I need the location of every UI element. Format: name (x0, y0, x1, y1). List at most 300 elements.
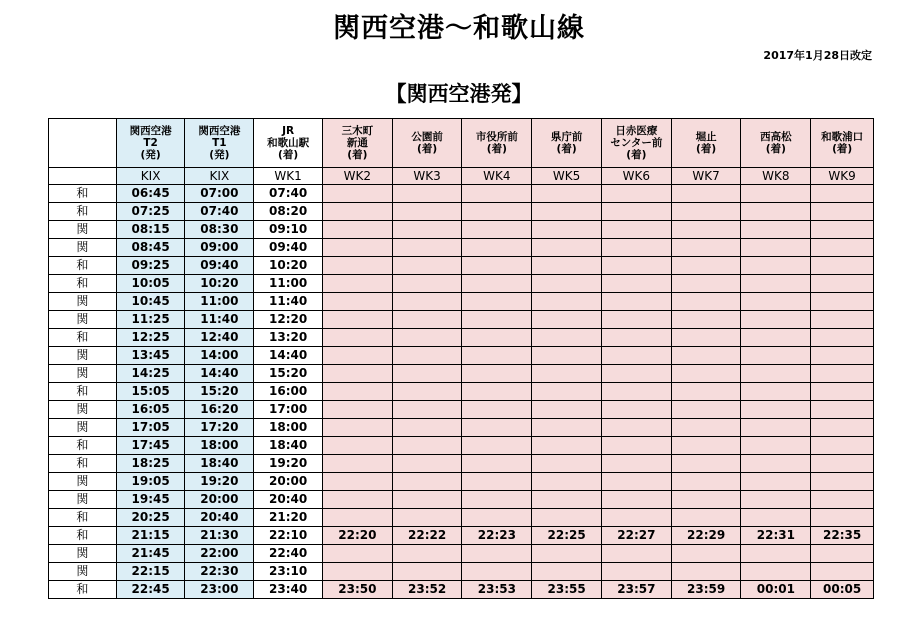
time-cell: 14:40 (185, 365, 254, 383)
time-cell (532, 275, 602, 293)
stop-code-6: WK4 (462, 168, 532, 185)
time-cell: 19:45 (116, 491, 185, 509)
time-cell (462, 365, 532, 383)
time-cell: 10:20 (185, 275, 254, 293)
table-row (49, 347, 874, 365)
table-row (49, 293, 874, 311)
table-row (49, 545, 874, 563)
time-cell: 10:20 (254, 257, 323, 275)
time-cell (532, 257, 602, 275)
time-cell: 23:53 (462, 581, 532, 599)
time-cell (741, 563, 811, 581)
time-cell: 14:00 (185, 347, 254, 365)
route-code-cell (49, 168, 117, 185)
time-cell (601, 545, 671, 563)
stop-header-line: 関西空港 (129, 125, 172, 137)
time-cell (392, 293, 462, 311)
time-cell (671, 365, 741, 383)
time-cell (671, 257, 741, 275)
time-cell (601, 365, 671, 383)
time-cell: 22:27 (601, 527, 671, 545)
time-cell (671, 185, 741, 203)
time-cell (741, 239, 811, 257)
stop-header-line: 新通 (346, 137, 368, 149)
time-cell: 12:25 (116, 329, 185, 347)
time-cell: 11:00 (254, 275, 323, 293)
time-cell (671, 239, 741, 257)
time-cell: 18:25 (116, 455, 185, 473)
time-cell (532, 401, 602, 419)
stop-header-line: 関西空港 (198, 125, 241, 137)
time-cell: 20:25 (116, 509, 185, 527)
time-cell: 22:23 (462, 527, 532, 545)
time-cell (462, 347, 532, 365)
time-cell (601, 221, 671, 239)
time-cell (741, 491, 811, 509)
stop-header-4 (322, 119, 392, 168)
route-cell: 和 (49, 383, 117, 401)
time-cell: 09:10 (254, 221, 323, 239)
time-cell (811, 185, 874, 203)
time-cell (532, 473, 602, 491)
time-cell (462, 419, 532, 437)
time-cell (671, 221, 741, 239)
time-cell (601, 203, 671, 221)
time-cell: 18:40 (254, 437, 323, 455)
time-cell (392, 347, 462, 365)
time-cell: 18:00 (254, 419, 323, 437)
route-cell: 和 (49, 455, 117, 473)
time-cell (741, 545, 811, 563)
time-cell (741, 221, 811, 239)
time-cell: 12:20 (254, 311, 323, 329)
time-cell (462, 383, 532, 401)
time-cell (392, 563, 462, 581)
time-cell: 21:20 (254, 509, 323, 527)
time-cell (811, 455, 874, 473)
route-cell: 和 (49, 527, 117, 545)
time-cell (811, 401, 874, 419)
time-cell (741, 257, 811, 275)
time-cell (532, 221, 602, 239)
stop-header-line: 市役所前 (475, 131, 518, 143)
time-cell: 22:22 (392, 527, 462, 545)
time-cell: 07:40 (185, 203, 254, 221)
time-cell (671, 329, 741, 347)
time-cell (462, 437, 532, 455)
stop-header-2 (185, 119, 254, 168)
table-row (49, 455, 874, 473)
time-cell (462, 239, 532, 257)
time-cell (811, 545, 874, 563)
time-cell (811, 347, 874, 365)
stop-header-3 (254, 119, 323, 168)
table-row (49, 491, 874, 509)
time-cell (392, 419, 462, 437)
time-cell (462, 545, 532, 563)
time-cell (532, 329, 602, 347)
stop-header-line: (着) (486, 143, 507, 155)
time-cell (601, 185, 671, 203)
route-cell: 関 (49, 473, 117, 491)
stop-code-9: WK7 (671, 168, 741, 185)
time-cell (671, 455, 741, 473)
time-cell (671, 563, 741, 581)
time-cell: 21:15 (116, 527, 185, 545)
time-cell: 09:00 (185, 239, 254, 257)
table-row (49, 185, 874, 203)
time-cell (392, 491, 462, 509)
time-cell (741, 455, 811, 473)
time-cell (322, 185, 392, 203)
time-cell (392, 383, 462, 401)
route-cell: 関 (49, 401, 117, 419)
time-cell (671, 509, 741, 527)
time-cell (532, 437, 602, 455)
time-cell: 17:00 (254, 401, 323, 419)
time-cell (532, 185, 602, 203)
time-cell (532, 347, 602, 365)
time-cell (741, 509, 811, 527)
time-cell (811, 437, 874, 455)
time-cell (462, 203, 532, 221)
time-cell (601, 347, 671, 365)
time-cell (671, 293, 741, 311)
time-cell (601, 383, 671, 401)
time-cell: 17:05 (116, 419, 185, 437)
time-cell (601, 275, 671, 293)
time-cell: 14:25 (116, 365, 185, 383)
time-cell (532, 239, 602, 257)
time-cell (741, 329, 811, 347)
time-cell (741, 383, 811, 401)
time-cell: 06:45 (116, 185, 185, 203)
time-cell: 19:20 (254, 455, 323, 473)
section-title: 【関西空港発】 (385, 82, 533, 106)
stop-code-3: WK1 (254, 168, 323, 185)
time-cell (601, 239, 671, 257)
time-cell: 22:35 (811, 527, 874, 545)
time-cell (392, 311, 462, 329)
time-cell (741, 311, 811, 329)
time-cell: 00:05 (811, 581, 874, 599)
time-cell (601, 563, 671, 581)
time-cell: 23:00 (185, 581, 254, 599)
time-cell: 16:20 (185, 401, 254, 419)
time-cell (811, 383, 874, 401)
stop-header-line: 公園前 (411, 131, 443, 143)
stop-header-line: 県庁前 (550, 131, 583, 143)
time-cell (322, 239, 392, 257)
table-row (49, 509, 874, 527)
time-cell: 23:40 (254, 581, 323, 599)
time-cell (392, 203, 462, 221)
stop-header-1 (116, 119, 185, 168)
time-cell: 22:45 (116, 581, 185, 599)
route-cell: 和 (49, 257, 117, 275)
time-cell: 07:40 (254, 185, 323, 203)
route-cell: 関 (49, 347, 117, 365)
time-cell: 17:45 (116, 437, 185, 455)
table-row (49, 365, 874, 383)
time-cell: 15:05 (116, 383, 185, 401)
time-cell (741, 419, 811, 437)
stop-code-10: WK8 (741, 168, 811, 185)
time-cell: 22:15 (116, 563, 185, 581)
time-cell (601, 311, 671, 329)
time-cell (392, 185, 462, 203)
time-cell: 23:59 (671, 581, 741, 599)
time-cell (392, 239, 462, 257)
time-cell: 07:25 (116, 203, 185, 221)
time-cell (392, 221, 462, 239)
time-cell (601, 419, 671, 437)
time-cell (532, 203, 602, 221)
route-cell: 関 (49, 545, 117, 563)
stop-code-2: KIX (185, 168, 254, 185)
route-cell: 関 (49, 239, 117, 257)
time-cell (322, 347, 392, 365)
stop-code-11: WK9 (811, 168, 874, 185)
stop-header-line: 三木町 (341, 125, 374, 137)
time-cell (322, 221, 392, 239)
table-row (49, 437, 874, 455)
time-cell (741, 185, 811, 203)
time-cell (811, 491, 874, 509)
route-cell: 和 (49, 437, 117, 455)
table-row (49, 257, 874, 275)
time-cell: 18:00 (185, 437, 254, 455)
stop-header-line: センター前 (610, 137, 663, 149)
time-cell (601, 473, 671, 491)
route-cell: 関 (49, 563, 117, 581)
time-cell (601, 509, 671, 527)
time-cell (741, 365, 811, 383)
route-cell: 和 (49, 275, 117, 293)
time-cell: 22:25 (532, 527, 602, 545)
time-cell (671, 491, 741, 509)
time-cell (322, 437, 392, 455)
stop-header-line: 和歌浦口 (821, 131, 864, 143)
stop-header-line: 日赤医療 (615, 125, 658, 137)
time-cell (671, 347, 741, 365)
route-cell: 和 (49, 185, 117, 203)
table-row (49, 203, 874, 221)
stop-header-8 (601, 119, 671, 168)
time-cell (322, 491, 392, 509)
time-cell: 09:25 (116, 257, 185, 275)
time-cell: 08:20 (254, 203, 323, 221)
time-cell (811, 311, 874, 329)
stop-code-row (49, 168, 874, 185)
stop-header-line: (着) (832, 143, 853, 155)
time-cell: 10:45 (116, 293, 185, 311)
time-cell (322, 311, 392, 329)
time-cell: 19:05 (116, 473, 185, 491)
time-cell (462, 275, 532, 293)
stop-header-line: 西高松 (760, 131, 792, 143)
time-cell (322, 383, 392, 401)
time-cell (741, 203, 811, 221)
time-cell (462, 293, 532, 311)
time-cell (811, 239, 874, 257)
stop-header-line: T1 (212, 137, 227, 149)
stop-code-5: WK3 (392, 168, 462, 185)
time-cell (811, 473, 874, 491)
stop-header-line: T2 (143, 137, 158, 149)
time-cell: 08:15 (116, 221, 185, 239)
page-title: 関西空港～和歌山線 (333, 13, 585, 44)
route-cell: 関 (49, 221, 117, 239)
stop-header-line: (着) (556, 143, 577, 155)
stop-header-line: (着) (278, 149, 299, 161)
time-cell (392, 401, 462, 419)
time-cell (392, 473, 462, 491)
time-cell: 23:10 (254, 563, 323, 581)
time-cell (601, 293, 671, 311)
time-cell: 23:55 (532, 581, 602, 599)
time-cell (671, 545, 741, 563)
time-cell (601, 257, 671, 275)
table-row (49, 311, 874, 329)
time-cell: 16:00 (254, 383, 323, 401)
table-row (49, 275, 874, 293)
time-cell (392, 329, 462, 347)
timetable (48, 118, 874, 599)
time-cell: 13:45 (116, 347, 185, 365)
time-cell: 08:45 (116, 239, 185, 257)
time-cell (741, 437, 811, 455)
time-cell (462, 221, 532, 239)
time-cell: 13:20 (254, 329, 323, 347)
time-cell (601, 491, 671, 509)
route-cell: 関 (49, 293, 117, 311)
time-cell (322, 563, 392, 581)
time-cell (671, 311, 741, 329)
time-cell: 10:05 (116, 275, 185, 293)
table-row (49, 527, 874, 545)
time-cell (741, 275, 811, 293)
route-cell: 和 (49, 203, 117, 221)
time-cell (811, 275, 874, 293)
time-cell (741, 347, 811, 365)
time-cell: 15:20 (185, 383, 254, 401)
time-cell (392, 437, 462, 455)
time-cell (811, 419, 874, 437)
time-cell (532, 311, 602, 329)
time-cell: 20:00 (254, 473, 323, 491)
time-cell (601, 437, 671, 455)
time-cell (532, 383, 602, 401)
time-cell (322, 257, 392, 275)
time-cell (741, 293, 811, 311)
time-cell (322, 203, 392, 221)
time-cell (392, 275, 462, 293)
time-cell (322, 401, 392, 419)
table-row (49, 473, 874, 491)
time-cell (462, 401, 532, 419)
time-cell (532, 365, 602, 383)
route-cell: 関 (49, 491, 117, 509)
time-cell (671, 275, 741, 293)
stop-header-line: (着) (417, 143, 438, 155)
time-cell (811, 203, 874, 221)
time-cell (392, 509, 462, 527)
time-cell (741, 473, 811, 491)
time-cell (462, 311, 532, 329)
time-cell (532, 293, 602, 311)
time-cell (392, 365, 462, 383)
time-cell (532, 491, 602, 509)
time-cell: 23:50 (322, 581, 392, 599)
time-cell: 19:20 (185, 473, 254, 491)
time-cell (532, 509, 602, 527)
time-cell: 22:10 (254, 527, 323, 545)
stop-header-9 (671, 119, 741, 168)
time-cell (462, 185, 532, 203)
time-cell (601, 455, 671, 473)
stop-header-line: 堀止 (695, 131, 717, 143)
time-cell (671, 437, 741, 455)
time-cell (601, 401, 671, 419)
stop-header-line: (発) (209, 149, 230, 161)
timetable-body (49, 185, 874, 599)
time-cell: 22:00 (185, 545, 254, 563)
time-cell: 22:30 (185, 563, 254, 581)
time-cell: 14:40 (254, 347, 323, 365)
revision-date: 2017年1月28日改定 (763, 49, 872, 62)
time-cell (671, 401, 741, 419)
time-cell (322, 329, 392, 347)
time-cell (392, 257, 462, 275)
time-cell (811, 509, 874, 527)
time-cell: 17:20 (185, 419, 254, 437)
stop-header-line: (着) (626, 149, 647, 161)
time-cell: 22:40 (254, 545, 323, 563)
time-cell (811, 221, 874, 239)
time-cell: 08:30 (185, 221, 254, 239)
time-cell: 12:40 (185, 329, 254, 347)
time-cell (392, 545, 462, 563)
time-cell (462, 473, 532, 491)
time-cell (811, 329, 874, 347)
stop-header-line: (着) (696, 143, 717, 155)
time-cell (671, 383, 741, 401)
time-cell: 20:40 (254, 491, 323, 509)
time-cell: 23:52 (392, 581, 462, 599)
time-cell: 21:45 (116, 545, 185, 563)
time-cell (532, 563, 602, 581)
time-cell: 09:40 (254, 239, 323, 257)
time-cell (532, 455, 602, 473)
stop-header-line: (発) (140, 149, 161, 161)
time-cell: 18:40 (185, 455, 254, 473)
header-row (49, 119, 874, 168)
time-cell (671, 203, 741, 221)
time-cell: 22:31 (741, 527, 811, 545)
stop-code-8: WK6 (601, 168, 671, 185)
time-cell (532, 545, 602, 563)
route-cell: 関 (49, 311, 117, 329)
route-cell: 和 (49, 581, 117, 599)
stop-header-6 (462, 119, 532, 168)
stop-header-line: JR (282, 125, 295, 137)
table-row (49, 329, 874, 347)
time-cell (322, 509, 392, 527)
stop-code-7: WK5 (532, 168, 602, 185)
route-cell: 関 (49, 419, 117, 437)
time-cell: 22:20 (322, 527, 392, 545)
